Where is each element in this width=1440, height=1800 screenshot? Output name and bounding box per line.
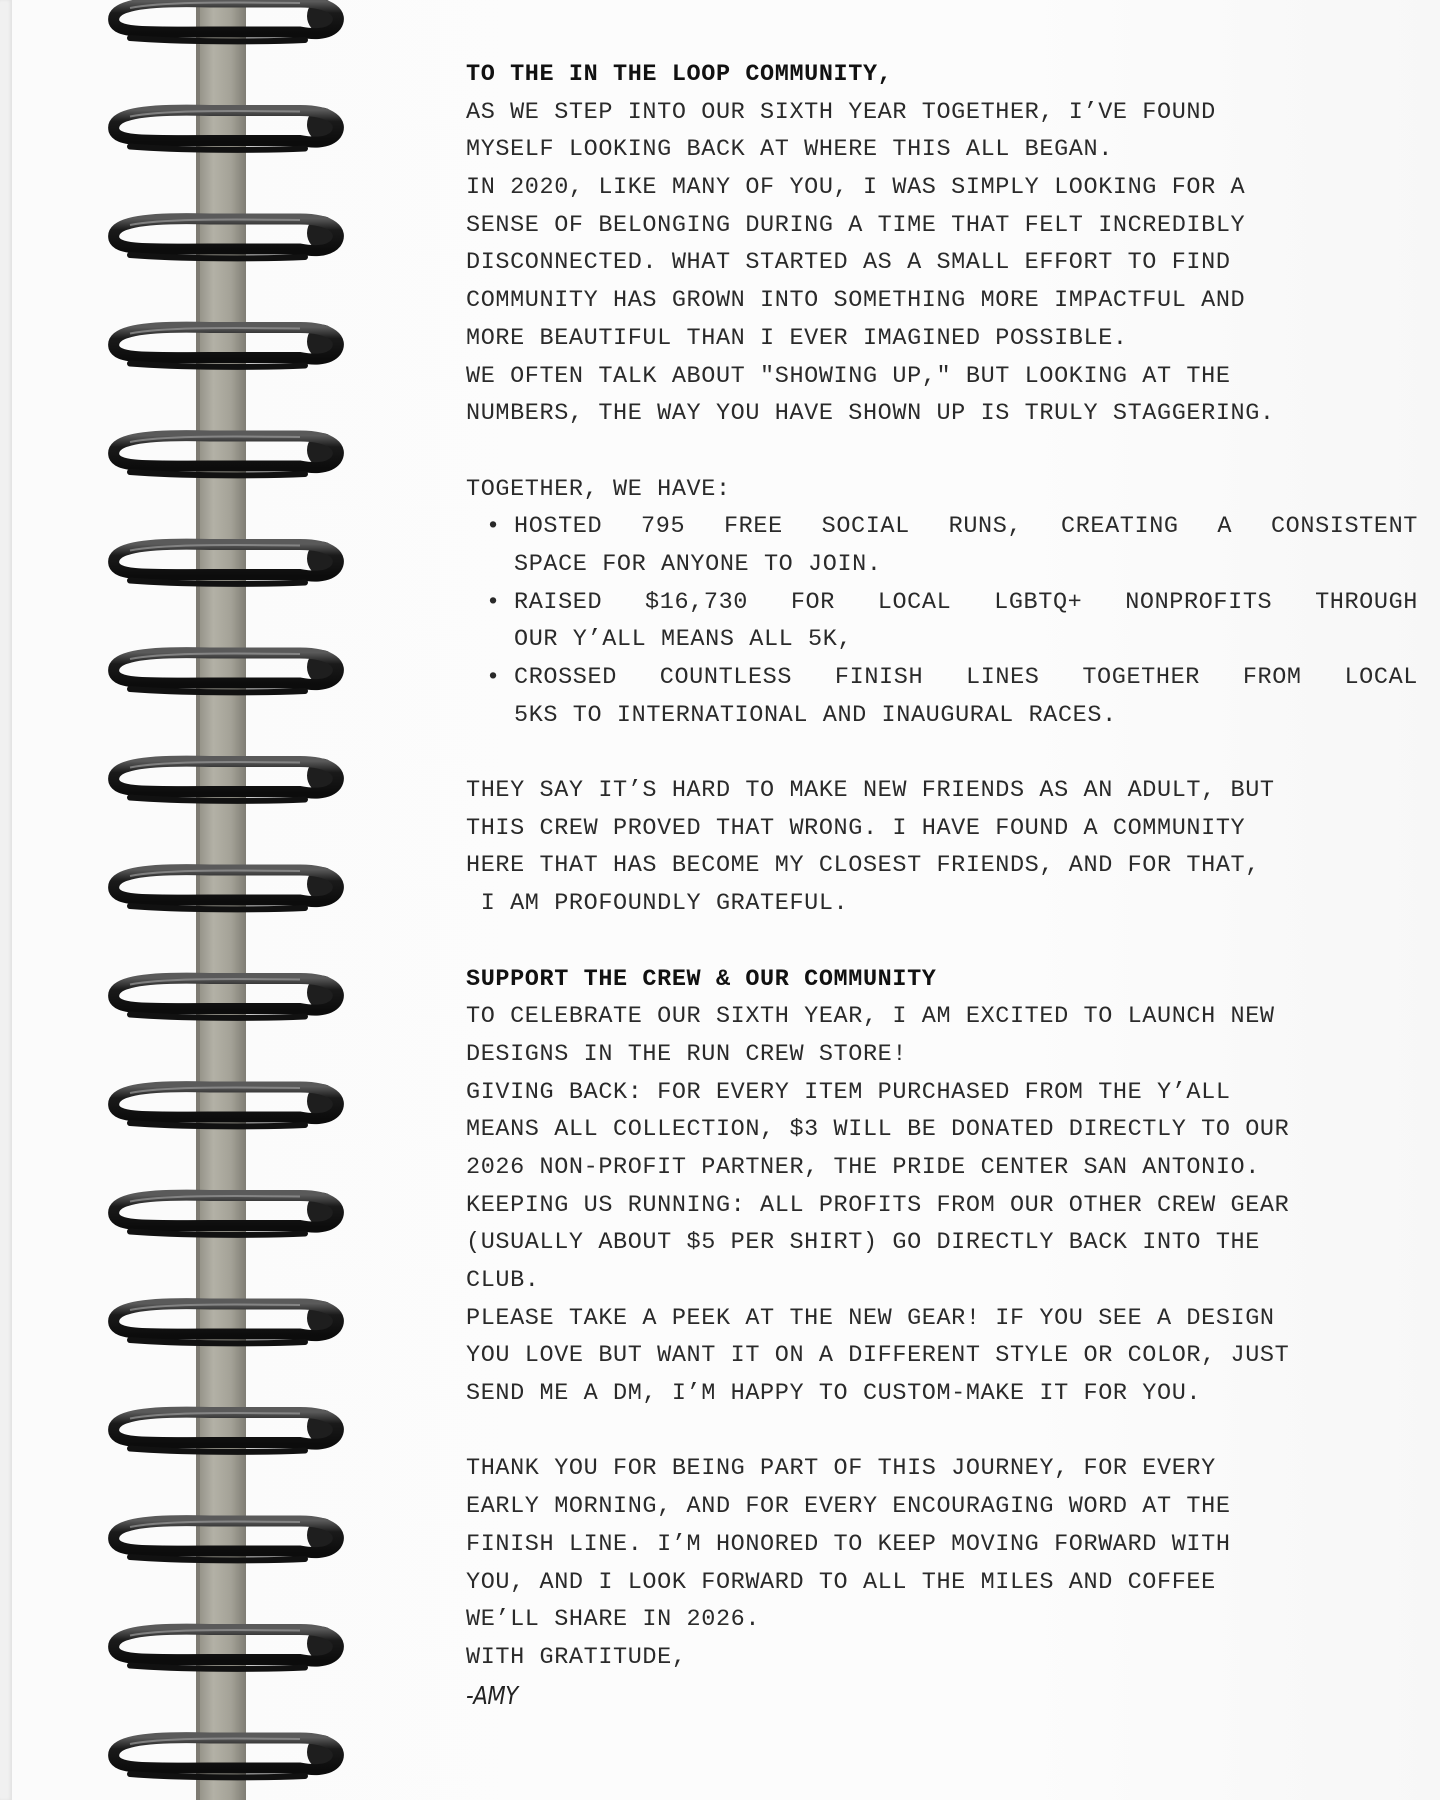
list-item: [466, 508, 1426, 583]
list-item: [466, 584, 1426, 659]
letter-line: YOU, AND I LOOK FORWARD TO ALL THE MILES AND COFFEE: [466, 1568, 1216, 1596]
letter-line: (USUALLY ABOUT $5 PER SHIRT) GO DIRECTLY BACK INTO THE: [466, 1229, 1260, 1257]
closing-line: WITH GRATITUDE,: [466, 1643, 687, 1671]
signature-line: [466, 1677, 1426, 1715]
letter-line: DESIGNS IN THE RUN CREW STORE!: [466, 1040, 908, 1068]
letter-line: NUMBERS, THE WAY YOU HAVE SHOWN UP IS TRULY STAGGERING.: [466, 400, 1275, 428]
paragraph-gap: [466, 923, 1426, 961]
page-edge: [0, 0, 12, 1800]
letter-line: MORE BEAUTIFUL THAN I EVER IMAGINED POSSIBLE.: [466, 324, 1128, 352]
letter-line: FINISH LINE. I’M HONORED TO KEEP MOVING FORWARD WITH: [466, 1530, 1231, 1558]
spiral-binding: [100, 0, 360, 1800]
letter-greeting: TO THE IN THE LOOP COMMUNITY,: [466, 61, 893, 88]
letter-line: SENSE OF BELONGING DURING A TIME THAT FELT INCREDIBLY: [466, 211, 1246, 239]
letter-line: MYSELF LOOKING BACK AT WHERE THIS ALL BEGAN.: [466, 136, 1113, 164]
letter-line: KEEPING US RUNNING: ALL PROFITS FROM OUR OTHER CREW GEAR: [466, 1191, 1290, 1219]
list-item-line: CROSSED COUNTLESS FINISH LINES TOGETHER FROM LOCAL: [514, 664, 1418, 691]
bullet-dot: •: [486, 513, 501, 541]
bullet-dot: •: [486, 588, 501, 616]
letter-line: HERE THAT HAS BECOME MY CLOSEST FRIENDS, AND FOR THAT,: [466, 852, 1260, 880]
letter-line: COMMUNITY HAS GROWN INTO SOMETHING MORE IMPACTFUL AND: [466, 287, 1246, 315]
letter-line: SEND ME A DM, I’M HAPPY TO CUSTOM-MAKE IT FOR YOU.: [466, 1380, 1202, 1408]
letter-line: AS WE STEP INTO OUR SIXTH YEAR TOGETHER, I’VE FOUND: [466, 98, 1216, 126]
letter-line: CLUB.: [466, 1267, 540, 1294]
list-item-line: HOSTED 795 FREE SOCIAL RUNS, CREATING A CONSISTENT: [514, 513, 1418, 541]
letter-line: I AM PROFOUNDLY GRATEFUL.: [466, 890, 849, 918]
together-heading: TOGETHER, WE HAVE:: [466, 475, 731, 503]
letter-line: THEY SAY IT’S HARD TO MAKE NEW FRIENDS AS AN ADULT, BUT: [466, 777, 1275, 805]
letter-line: WE OFTEN TALK ABOUT "SHOWING UP," BUT LOOKING AT THE: [466, 362, 1231, 390]
achievements-list: [466, 508, 1426, 734]
list-item-line: SPACE FOR ANYONE TO JOIN.: [514, 550, 882, 578]
letter-line: THIS CREW PROVED THAT WRONG. I HAVE FOUND A COMMUNITY: [466, 814, 1246, 842]
letter-line: GIVING BACK: FOR EVERY ITEM PURCHASED FROM THE Y’ALL: [466, 1078, 1231, 1106]
letter-line: DISCONNECTED. WHAT STARTED AS A SMALL EFFORT TO FIND: [466, 249, 1231, 277]
letter-line: EARLY MORNING, AND FOR EVERY ENCOURAGING WORD AT THE: [466, 1493, 1231, 1521]
letter-line: WE’LL SHARE IN 2026.: [466, 1606, 761, 1634]
paragraph-gap: [466, 734, 1426, 772]
paragraph-gap: [466, 1413, 1426, 1451]
signature: -AMY: [466, 1680, 518, 1710]
letter-line: IN 2020, LIKE MANY OF YOU, I WAS SIMPLY LOOKING FOR A: [466, 174, 1246, 202]
list-item-line: OUR Y’ALL MEANS ALL 5K,: [514, 626, 853, 654]
bullet-dot: •: [486, 664, 501, 691]
letter-line: THANK YOU FOR BEING PART OF THIS JOURNEY, FOR EVERY: [466, 1455, 1216, 1483]
list-item-line: RAISED $16,730 FOR LOCAL LGBTQ+ NONPROFITS THROUGH: [514, 588, 1418, 616]
list-item-line: 5KS TO INTERNATIONAL AND INAUGURAL RACES.: [514, 701, 1117, 729]
letter-body: [466, 56, 1426, 1714]
letter-line: PLEASE TAKE A PEEK AT THE NEW GEAR! IF YOU SEE A DESIGN: [466, 1304, 1275, 1332]
letter-line: MEANS ALL COLLECTION, $3 WILL BE DONATED DIRECTLY TO OUR: [466, 1116, 1290, 1144]
paragraph-gap: [466, 433, 1426, 471]
letter-line: YOU LOVE BUT WANT IT ON A DIFFERENT STYLE OR COLOR, JUST: [466, 1342, 1290, 1370]
list-item: [466, 659, 1426, 734]
letter-line: 2026 NON-PROFIT PARTNER, THE PRIDE CENTER SAN ANTONIO.: [466, 1153, 1260, 1181]
support-heading: SUPPORT THE CREW & OUR COMMUNITY: [466, 965, 937, 993]
letter-line: TO CELEBRATE OUR SIXTH YEAR, I AM EXCITED TO LAUNCH NEW: [466, 1003, 1275, 1031]
